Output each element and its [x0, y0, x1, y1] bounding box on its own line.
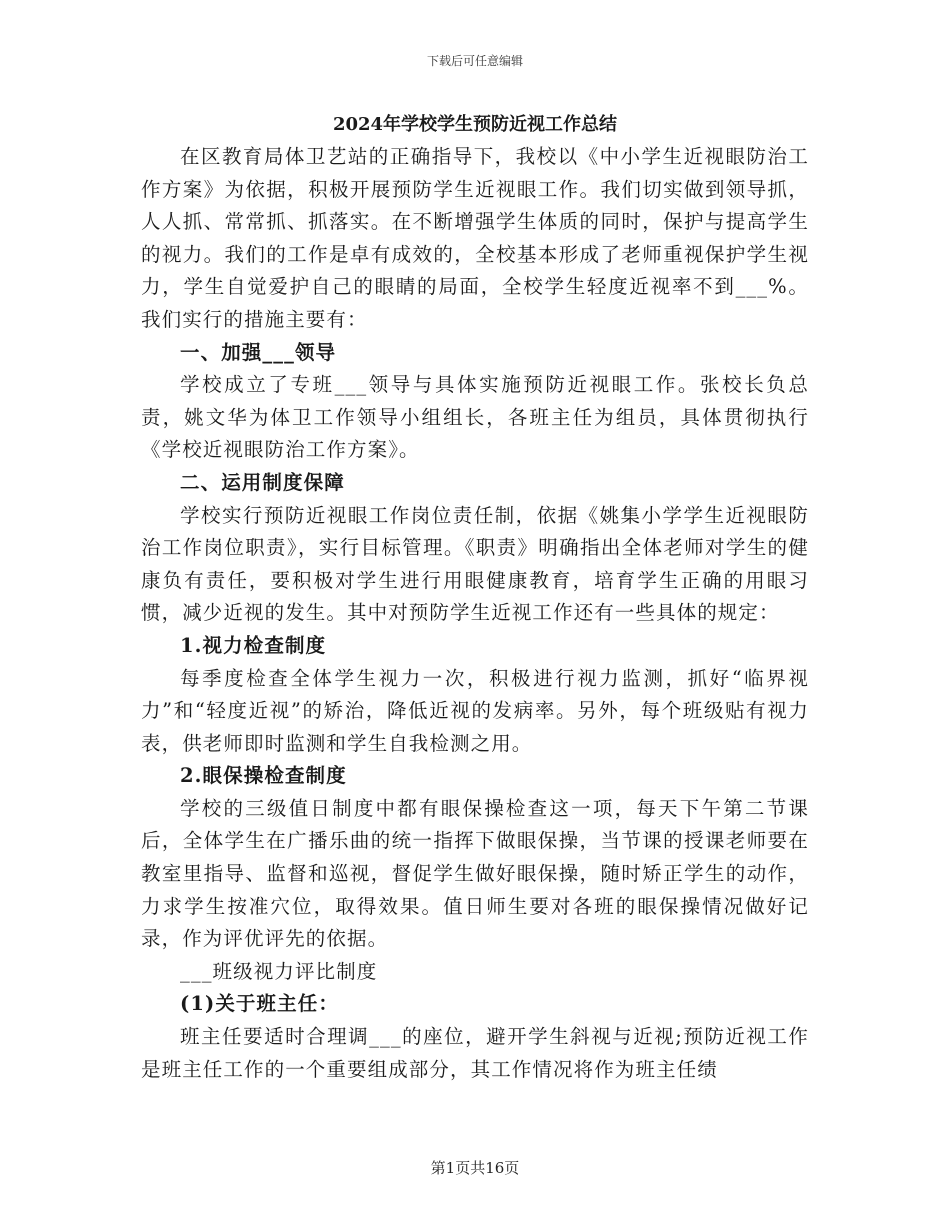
section-heading-leadership: 一、加强___领导 — [180, 340, 337, 364]
document-body — [141, 141, 809, 1086]
intro-paragraph: 在区教育局体卫艺站的正确指导下，我校以《中小学生近视眼防治工作方案》为依据，积极开展预防学生近视眼工作。我们切实做到领导抓，人人抓、常常抓、抓落实。在不断增强学生体质的同时，保护与提高学生的视力。我们的工作是卓有成效的，全校基本形成了老师重视保护学生视力，学生自觉爱护自己的眼睛的局面，全校学生轻度近视率不到___%。我们实行的措施主要有： — [141, 145, 809, 331]
head-teacher-paragraph: 班主任要适时合理调___的座位，避开学生斜视与近视;预防近视工作是班主任工作的一个重要组成部分，其工作情况将作为班主任绩 — [141, 1025, 809, 1081]
subheading-head-teacher: (1)关于班主任： — [180, 992, 339, 1016]
system-paragraph: 学校实行预防近视眼工作岗位责任制，依据《姚集小学学生近视眼防治工作岗位职责》，实行目标管理。《职责》明确指出全体老师对学生的健康负有责任，要积极对学生进行用眼健康教育，培育学生正确的用眼习惯，减少近视的发生。其中对预防学生近视工作还有一些具体的规定： — [141, 503, 809, 625]
leadership-paragraph: 学校成立了专班___领导与具体实施预防近视眼工作。张校长负总责，姚文华为体卫工作领导小组组长，各班主任为组员，具体贯彻执行《学校近视眼防治工作方案》。 — [141, 373, 809, 462]
eye-exercise-paragraph: 学校的三级值日制度中都有眼保操检查这一项，每天下午第二节课后，全体学生在广播乐曲的统一指挥下做眼保操，当节课的授课老师要在教室里指导、监督和巡视，督促学生做好眼保操，随时矫正学生的动作，力求学生按准穴位，取得效果。值日师生要对各班的眼保操情况做好记录，作为评优评先的依据。 — [141, 796, 809, 951]
section-heading-system: 二、运用制度保障 — [180, 470, 345, 494]
vision-check-paragraph: 每季度检查全体学生视力一次，积极进行视力监测，抓好“临界视力”和“轻度近视”的矫治，降低近视的发病率。另外，每个班级贴有视力表，供老师即时监测和学生自我检测之用。 — [141, 666, 809, 755]
subheading-eye-exercise: 2.眼保操检查制度 — [180, 764, 347, 788]
page-number-footer: 第1页共16页 — [430, 1159, 520, 1177]
subheading-vision-check: 1.视力检查制度 — [180, 633, 327, 657]
document-title: 2024年学校学生预防近视工作总结 — [332, 114, 618, 135]
page-header-note: 下载后可任意编辑 — [426, 54, 523, 68]
class-evaluation-line: ___班级视力评比制度 — [180, 959, 378, 983]
